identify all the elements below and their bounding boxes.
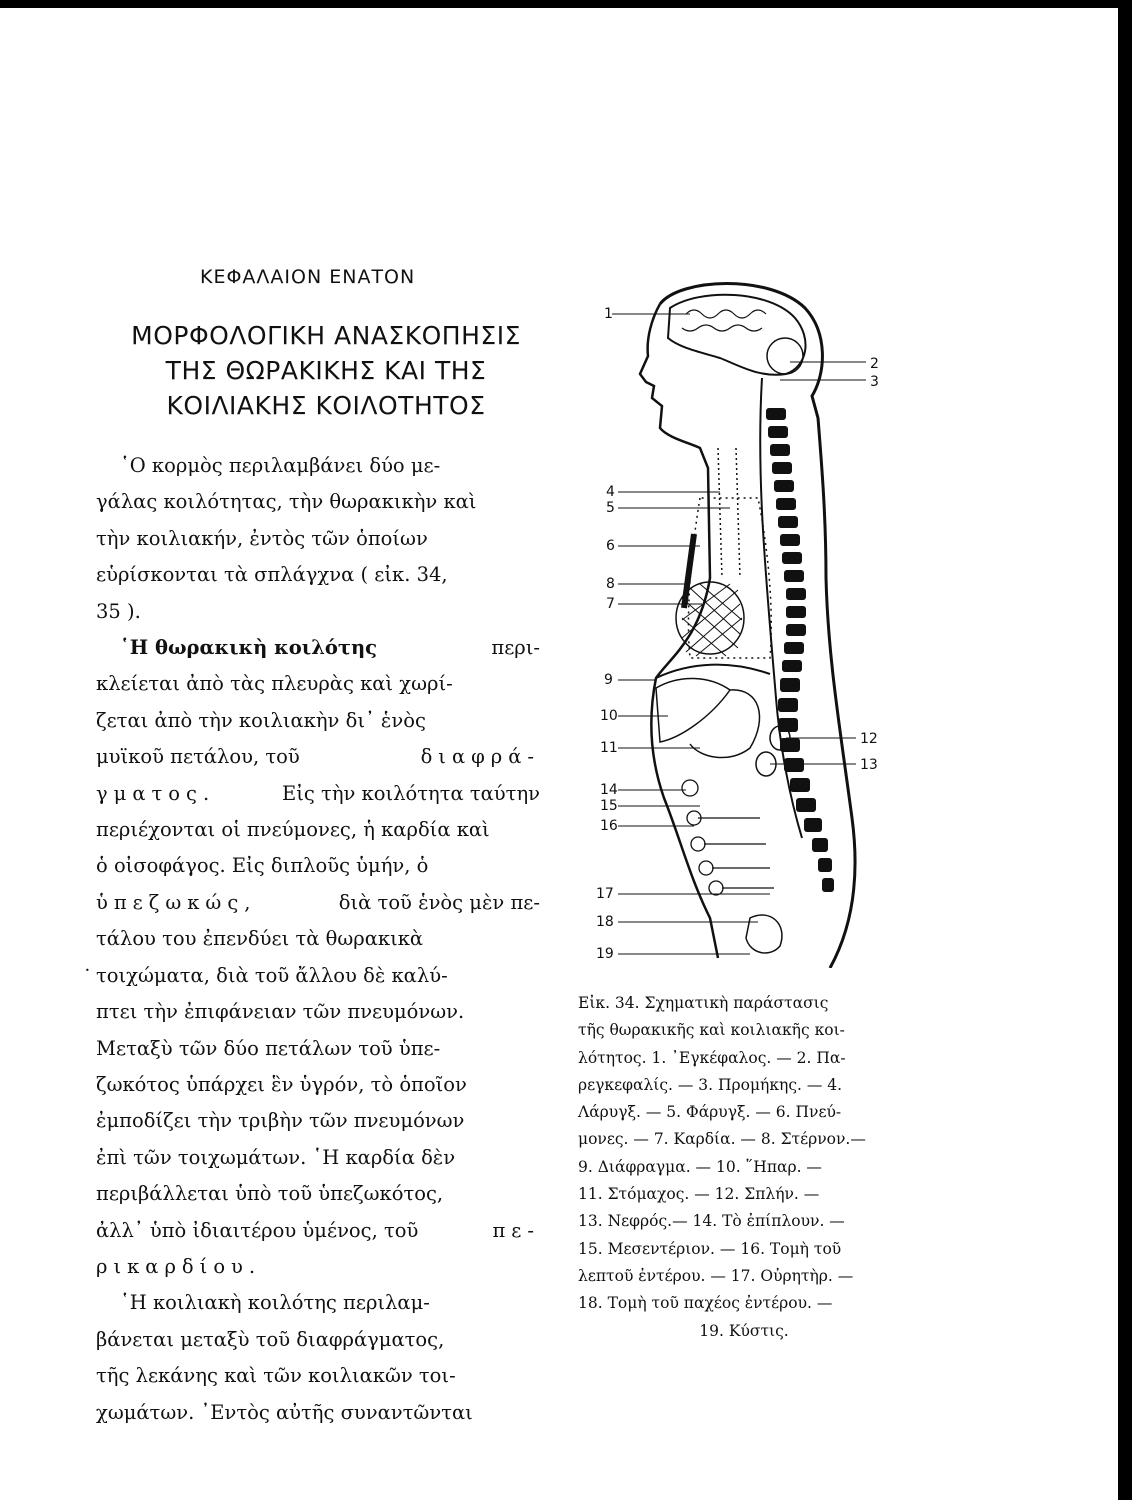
spaced-term: πε- <box>492 1218 540 1242</box>
text-segment: ἀλλ᾽ ὑπὸ ἰδιαιτέρου ὑμένος, τοῦ <box>96 1218 419 1242</box>
label-12: 12 <box>860 731 878 747</box>
text-line <box>96 1249 540 1285</box>
caption-line: 13. Νεφρός.— 14. Τὸ ἐπίπλουν. — <box>578 1212 845 1231</box>
trachea <box>718 448 740 578</box>
title-line-2: ΤΗΣ ΘΩΡΑΚΙΚΗΣ ΚΑΙ ΤΗΣ <box>165 356 487 385</box>
text-line: ἐπὶ τῶν τοιχωμάτων. ῾Η καρδία δὲν <box>96 1145 456 1169</box>
text-line: χωμάτων. ᾿Εντὸς αὐτῆς συναντῶνται <box>96 1400 473 1424</box>
scan-right-edge <box>1118 0 1132 1500</box>
text-line: ῾Η κοιλιακὴ κοιλότης περιλαμ- <box>120 1291 430 1315</box>
body-text <box>96 448 540 1431</box>
section-title <box>96 318 556 423</box>
label-16: 16 <box>600 818 618 834</box>
label-2: 2 <box>870 356 879 372</box>
label-8: 8 <box>606 576 615 592</box>
label-1: 1 <box>604 306 613 322</box>
text-line <box>96 885 540 921</box>
text-line: ῾Ο κορμὸς περιλαμβάνει δύο με- <box>120 454 441 477</box>
text-segment: περι- <box>491 636 540 660</box>
bold-term: ῾Η θωρακικὴ κοιλότης <box>120 636 378 660</box>
caption-line: 9. Διάφραγμα. — 10. ῞Ηπαρ. — <box>578 1157 822 1176</box>
diaphragm <box>656 665 770 678</box>
label-14: 14 <box>600 782 618 798</box>
text-line: περιέχονται οἱ πνεύμονες, ἡ καρδία καὶ <box>96 818 490 842</box>
label-3: 3 <box>870 374 879 390</box>
text-line: ὁ οἰσοφάγος. Εἰς διπλοῦς ὑμήν, ὁ <box>96 854 429 878</box>
scan-top-edge <box>0 0 1132 8</box>
label-5: 5 <box>606 500 615 516</box>
text-line: τῆς λεκάνης καὶ τῶν κοιλιακῶν τοι- <box>96 1364 456 1388</box>
spaced-term: γματος. <box>96 781 216 805</box>
text-line: ζεται ἀπὸ τὴν κοιλιακὴν δι᾽ ἑνὸς <box>96 708 426 732</box>
spaced-term: ρικαρδίου. <box>96 1254 262 1278</box>
face-outline <box>640 304 718 958</box>
text-line <box>96 1213 540 1249</box>
caption-line: 19. Κύστις. <box>699 1321 789 1340</box>
label-18: 18 <box>596 914 614 930</box>
caption-line: 18. Τομὴ τοῦ παχέος ἐντέρου. — <box>578 1294 833 1313</box>
caption-line: 11. Στόμαχος. — 12. Σπλήν. — <box>578 1185 820 1204</box>
label-17: 17 <box>596 886 614 902</box>
spaced-term: ὑπεζωκώς, <box>96 890 257 914</box>
chapter-heading: ΚΕΦΑΛΑΙΟΝ ΕΝΑΤΟΝ <box>200 266 416 288</box>
caption-line: Λάρυγξ. — 5. Φάρυγξ. — 6. Πνεύ- <box>578 1103 842 1122</box>
brain <box>668 295 806 375</box>
anatomy-figure <box>590 278 910 968</box>
caption-line: Εἰκ. 34. Σχηματικὴ παράστασις <box>578 994 829 1012</box>
text-line: κλείεται ἀπὸ τὰς πλευρὰς καὶ χωρί- <box>96 672 453 696</box>
text-line: πτει τὴν ἐπιφάνειαν τῶν πνευμόνων. <box>96 1000 465 1024</box>
text-line: Μεταξὺ τῶν δύο πετάλων τοῦ ὑπε- <box>96 1036 441 1060</box>
text-line: τοιχώματα, διὰ τοῦ ἄλλου δὲ καλύ- <box>96 963 448 987</box>
sternum <box>684 534 694 608</box>
label-4: 4 <box>606 484 615 500</box>
text-line: τάλου του ἐπενδύει τὰ θωρακικὰ <box>96 927 424 951</box>
label-15: 15 <box>600 798 618 814</box>
label-19: 19 <box>596 946 614 962</box>
label-11: 11 <box>600 740 618 756</box>
text-segment: Εἰς τὴν κοιλότητα ταύτην <box>282 781 540 805</box>
liver <box>656 678 730 742</box>
title-line-3: ΚΟΙΛΙΑΚΗΣ ΚΟΙΛΟΤΗΤΟΣ <box>166 391 486 420</box>
label-7: 7 <box>606 596 615 612</box>
text-line: ζωκότος ὑπάρχει ἓν ὑγρόν, τὸ ὁποῖον <box>96 1072 467 1096</box>
brain-folds <box>682 310 766 331</box>
label-6: 6 <box>606 538 615 554</box>
caption-line: 15. Μεσεντέριον. — 16. Τομὴ τοῦ <box>578 1239 842 1258</box>
caption-line: ρεγκεφαλίς. — 3. Προμήκης. — 4. <box>578 1075 843 1094</box>
label-9: 9 <box>604 672 613 688</box>
text-line <box>96 630 540 666</box>
text-segment: μυϊκοῦ πετάλου, τοῦ <box>96 745 300 769</box>
text-line <box>96 739 540 775</box>
title-line-1: ΜΟΡΦΟΛΟΓΙΚΗ ΑΝΑΣΚΟΠΗΣΙΣ <box>131 321 521 350</box>
label-10: 10 <box>600 708 618 724</box>
spaced-term: διαφρά- <box>420 745 540 769</box>
caption-line: λεπτοῦ ἐντέρου. — 17. Οὐρητὴρ. — <box>578 1266 854 1285</box>
margin-mark: • <box>85 966 90 975</box>
text-line: εὑρίσκονται τὰ σπλάγχνα ( εἰκ. 34, <box>96 563 448 587</box>
caption-line: μονες. — 7. Καρδία. — 8. Στέρνον.— <box>578 1130 866 1149</box>
caption-line: λότητος. 1. ᾿Εγκέφαλος. — 2. Πα- <box>578 1048 846 1067</box>
label-13: 13 <box>860 757 878 773</box>
text-line: 35 ). <box>96 599 141 623</box>
text-line: ἐμποδίζει τὴν τριβὴν τῶν πνευμόνων <box>96 1109 465 1133</box>
bladder <box>746 915 782 953</box>
text-line <box>96 776 540 812</box>
caption-line: τῆς θωρακικῆς καὶ κοιλιακῆς κοι- <box>578 1021 845 1040</box>
figure-caption <box>578 990 910 1345</box>
text-line: περιβάλλεται ὑπὸ τοῦ ὑπεζωκότος, <box>96 1182 444 1206</box>
stomach <box>690 690 760 758</box>
text-line: βάνεται μεταξὺ τοῦ διαφράγματος, <box>96 1327 445 1351</box>
text-segment: διὰ τοῦ ἑνὸς μὲν πε- <box>338 890 540 914</box>
cerebellum <box>767 338 803 374</box>
text-line: τὴν κοιλιακήν, ἐντὸς τῶν ὁποίων <box>96 526 428 550</box>
intestines <box>682 780 774 895</box>
text-line: γάλας κοιλότητας, τὴν θωρακικὴν καὶ <box>96 490 477 514</box>
